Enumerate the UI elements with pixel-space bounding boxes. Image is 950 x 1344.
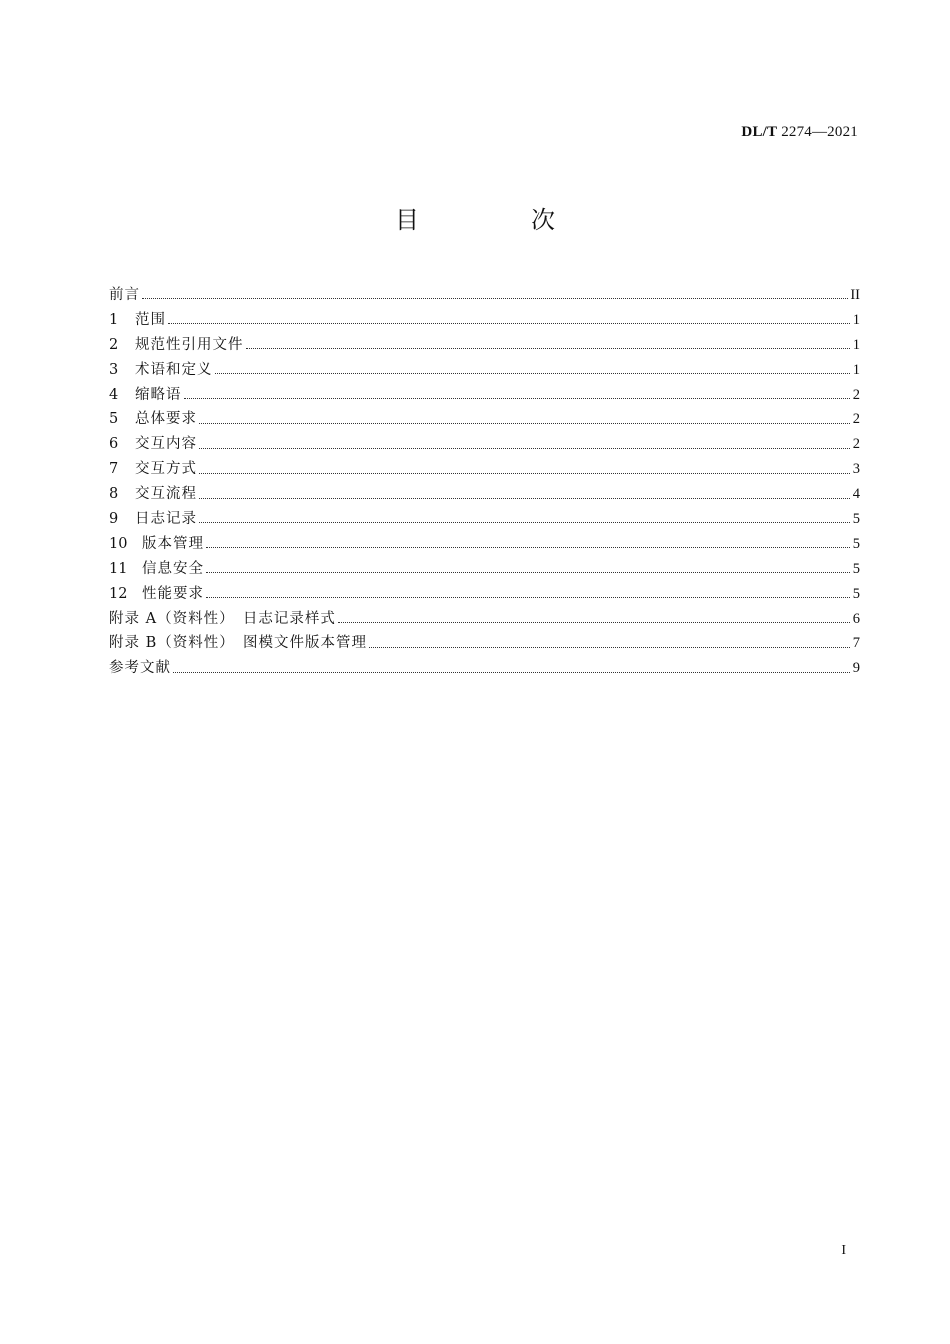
- standard-code: [741, 122, 858, 142]
- page-title: 目 次: [395, 206, 599, 234]
- toc-entry[interactable]: [109, 631, 860, 656]
- toc-entry-page: 9: [852, 660, 860, 677]
- toc-entry-page: 1: [852, 361, 860, 378]
- toc-entry-number: 5: [109, 411, 119, 428]
- toc-dot-leader: [199, 472, 850, 474]
- toc-dot-leader: [206, 571, 850, 573]
- toc-entry[interactable]: [109, 407, 860, 432]
- toc-entry-label: 附录 B（资料性） 图模文件版本管理: [109, 635, 368, 652]
- toc-entry-number: 1: [109, 311, 119, 328]
- toc-entry-label: 信息安全: [142, 560, 204, 577]
- table-of-contents: [109, 283, 860, 681]
- toc-entry[interactable]: [109, 507, 860, 532]
- toc-entry-page: 5: [852, 585, 860, 602]
- toc-dot-leader: [246, 347, 851, 349]
- toc-entry-number: 6: [109, 436, 119, 453]
- standard-code-prefix: DL/T: [741, 124, 778, 140]
- toc-entry-label: 缩略语: [135, 386, 182, 403]
- toc-entry-label: 参考文献: [109, 660, 171, 677]
- toc-entry[interactable]: [109, 308, 860, 333]
- toc-dot-leader: [199, 521, 850, 523]
- toc-entry[interactable]: [109, 457, 860, 482]
- toc-entry-label: 规范性引用文件: [135, 336, 244, 353]
- toc-entry-label: 交互流程: [135, 486, 197, 503]
- toc-entry-page: 2: [852, 436, 860, 453]
- toc-entry[interactable]: [109, 358, 860, 383]
- toc-dot-leader: [369, 646, 850, 648]
- toc-entry-number: 8: [109, 486, 119, 503]
- toc-entry[interactable]: [109, 607, 860, 632]
- toc-entry-number: 2: [109, 336, 119, 353]
- standard-code-number: 2274—2021: [781, 124, 858, 140]
- toc-dot-leader: [199, 422, 850, 424]
- toc-entry-number: 4: [109, 386, 119, 403]
- toc-dot-leader: [206, 596, 850, 598]
- toc-entry-label: 交互方式: [135, 461, 197, 478]
- toc-entry-number: 9: [109, 511, 119, 528]
- toc-entry-label: 总体要求: [135, 411, 197, 428]
- toc-entry-label: 交互内容: [135, 436, 197, 453]
- toc-entry-page: 5: [852, 535, 860, 552]
- toc-entry[interactable]: [109, 383, 860, 408]
- toc-entry[interactable]: [109, 333, 860, 358]
- toc-entry-number: 3: [109, 361, 119, 378]
- toc-entry-page: 5: [852, 511, 860, 528]
- toc-entry-page: 5: [852, 560, 860, 577]
- toc-entry-label: 前言: [109, 287, 140, 303]
- toc-dot-leader: [206, 546, 850, 548]
- toc-entry[interactable]: [109, 582, 860, 607]
- toc-entry-page: 2: [852, 411, 860, 428]
- toc-entry-page: 1: [852, 311, 860, 328]
- toc-entry-page: 2: [852, 386, 860, 403]
- toc-entry[interactable]: [109, 656, 860, 681]
- toc-entry-number: 10: [109, 535, 128, 552]
- toc-entry[interactable]: [109, 283, 860, 308]
- toc-entry[interactable]: [109, 557, 860, 582]
- toc-entry-label: 范围: [135, 311, 166, 328]
- toc-entry[interactable]: [109, 432, 860, 457]
- toc-entry[interactable]: [109, 482, 860, 507]
- toc-dot-leader: [184, 397, 851, 399]
- toc-entry-page: 1: [852, 336, 860, 353]
- toc-entry-label: 性能要求: [142, 585, 204, 602]
- toc-entry-number: 12: [109, 585, 128, 602]
- toc-dot-leader: [173, 671, 850, 673]
- toc-entry-page: 6: [852, 610, 860, 627]
- toc-dot-leader: [338, 621, 850, 623]
- toc-entry-label: 术语和定义: [135, 361, 213, 378]
- toc-entry-page: 7: [852, 635, 860, 652]
- toc-entry-label: 日志记录: [135, 511, 197, 528]
- toc-dot-leader: [168, 322, 850, 324]
- toc-dot-leader: [199, 447, 850, 449]
- toc-entry-number: 7: [109, 461, 119, 478]
- toc-entry-number: 11: [109, 560, 128, 577]
- toc-entry[interactable]: [109, 532, 860, 557]
- toc-dot-leader: [142, 297, 848, 299]
- toc-entry-page: 4: [852, 486, 860, 503]
- toc-dot-leader: [199, 497, 850, 499]
- toc-entry-page: II: [850, 287, 860, 303]
- page-number: I: [841, 1243, 846, 1258]
- toc-entry-label: 版本管理: [142, 535, 204, 552]
- toc-entry-label: 附录 A（资料性） 日志记录样式: [109, 610, 336, 627]
- toc-entry-page: 3: [852, 461, 860, 478]
- toc-dot-leader: [215, 372, 851, 374]
